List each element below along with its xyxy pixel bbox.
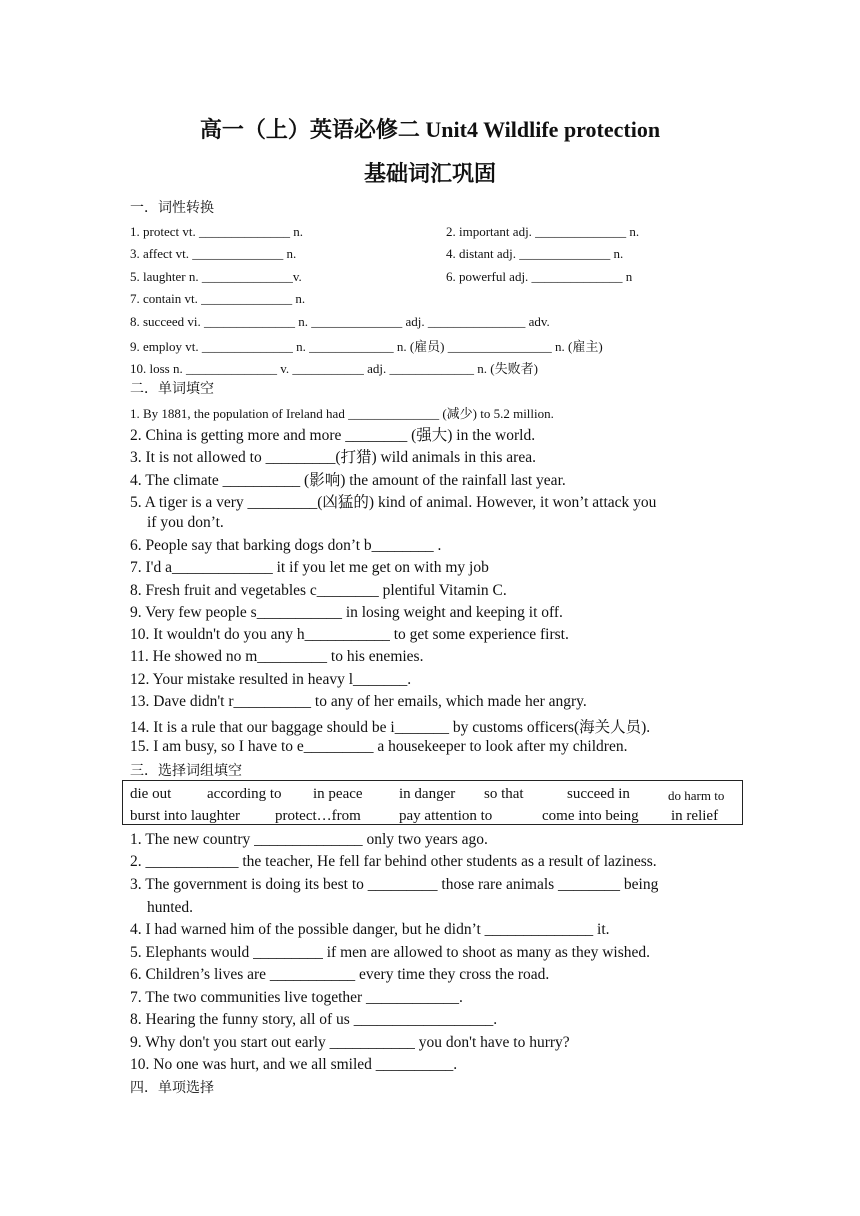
phrase-item: 4. I had warned him of the possible danger, but he didn’t ______________ it. <box>130 921 610 938</box>
phrase-option: burst into laughter <box>130 808 240 824</box>
phrase-option: do harm to <box>668 788 725 803</box>
phrase-item: 6. Children’s lives are ___________ every time they cross the road. <box>130 966 550 983</box>
phrase-option: protect…from <box>275 808 361 824</box>
fill-item: 14. It is a rule that our baggage should be i_______ by customs officers(海关人员). <box>130 719 651 736</box>
phrase-item-continuation: hunted. <box>147 899 194 916</box>
word-form-item: 5. laughter n. ______________v. <box>130 269 302 284</box>
word-form-item: 3. affect vt. ______________ n. <box>130 246 297 261</box>
phrase-option: in peace <box>313 786 363 802</box>
fill-item: 3. It is not allowed to _________(打猎) wild animals in this area. <box>130 449 536 466</box>
word-form-item: 2. important adj. ______________ n. <box>446 224 640 239</box>
section-heading-word-forms: 一．词性转换 <box>130 201 214 216</box>
fill-item: 2. China is getting more and more ________ (强大) in the world. <box>130 427 536 444</box>
page-title: 高一（上）英语必修二 Unit4 Wildlife protection <box>199 117 661 142</box>
fill-item: 7. I'd a_____________ it if you let me get on with my job <box>130 559 489 576</box>
phrase-option: pay attention to <box>399 808 493 824</box>
page-subtitle: 基础词汇巩固 <box>363 161 496 186</box>
phrase-item: 1. The new country ______________ only two years ago. <box>130 831 488 848</box>
section-heading-word-fill: 二．单词填空 <box>130 382 214 397</box>
phrase-option: die out <box>130 786 172 802</box>
word-form-item: 6. powerful adj. ______________ n <box>446 269 633 284</box>
fill-item: 13. Dave didn't r__________ to any of her emails, which made her angry. <box>130 693 587 710</box>
section-heading-phrase-fill: 三．选择词组填空 <box>130 764 242 779</box>
word-form-item: 7. contain vt. ______________ n. <box>130 291 306 306</box>
phrase-item: 5. Elephants would _________ if men are allowed to shoot as many as they wished. <box>130 944 651 961</box>
phrase-item: 2. ____________ the teacher, He fell far behind other students as a result of laziness. <box>130 853 657 870</box>
fill-item: 1. By 1881, the population of Ireland had ______________ (减少) to 5.2 million. <box>130 406 554 421</box>
phrase-item: 10. No one was hurt, and we all smiled __________. <box>130 1056 458 1073</box>
phrase-item: 9. Why don't you start out early ___________ you don't have to hurry? <box>130 1034 570 1051</box>
phrase-option: in relief <box>671 808 719 824</box>
section-heading-multiple-choice: 四．单项选择 <box>130 1081 214 1096</box>
word-form-item: 4. distant adj. ______________ n. <box>446 246 624 261</box>
fill-item: 9. Very few people s___________ in losing weight and keeping it off. <box>130 604 563 621</box>
phrase-item: 7. The two communities live together ____________. <box>130 989 463 1006</box>
fill-item: 12. Your mistake resulted in heavy l_______. <box>130 671 412 688</box>
phrase-box <box>122 780 743 825</box>
phrase-item: 8. Hearing the funny story, all of us __________________. <box>130 1011 498 1028</box>
word-form-item: 9. employ vt. ______________ n. _____________ n. (雇员) ________________ n. (雇主) <box>130 339 603 354</box>
phrase-item: 3. The government is doing its best to _________ those rare animals ________ being <box>130 876 659 893</box>
fill-item: 10. It wouldn't do you any h___________ to get some experience first. <box>130 626 569 643</box>
phrase-option: so that <box>484 786 524 802</box>
fill-item: 8. Fresh fruit and vegetables c________ plentiful Vitamin C. <box>130 582 507 599</box>
word-form-item: 10. loss n. ______________ v. ___________ adj. _____________ n. (失败者) <box>130 361 538 376</box>
word-form-item: 8. succeed vi. ______________ n. ______________ adj. _______________ adv. <box>130 314 550 329</box>
phrase-option: succeed in <box>567 786 630 802</box>
phrase-option: according to <box>207 786 282 802</box>
fill-item-continuation: if you don’t. <box>147 514 224 531</box>
fill-item: 11. He showed no m_________ to his enemies. <box>130 648 424 665</box>
fill-item: 6. People say that barking dogs don’t b________ . <box>130 537 442 554</box>
fill-item: 4. The climate __________ (影响) the amount of the rainfall last year. <box>130 472 566 489</box>
fill-item: 15. I am busy, so I have to e_________ a housekeeper to look after my children. <box>130 738 628 755</box>
word-form-item: 1. protect vt. ______________ n. <box>130 224 303 239</box>
phrase-option: come into being <box>542 808 639 824</box>
phrase-option: in danger <box>399 786 456 802</box>
fill-item: 5. A tiger is a very _________(凶猛的) kind of animal. However, it won’t attack you <box>130 494 657 511</box>
